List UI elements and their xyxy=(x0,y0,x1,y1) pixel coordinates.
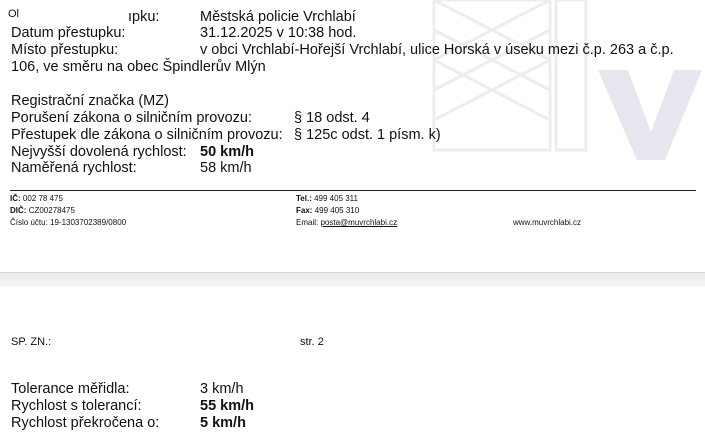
row-value-speed-with-tolerance: 55 km/h xyxy=(200,398,254,414)
row-label-offense: Přestupek dle zákona o silničním provozu: xyxy=(11,127,283,143)
footer-tel: Tel.: 499 405 311 xyxy=(296,194,358,203)
row-label-tolerance: Tolerance měřidla: xyxy=(11,381,130,397)
row-label-max-speed: Nejvyšší dovolená rychlost: xyxy=(11,144,187,160)
row-value-offender: Městská policie Vrchlabí xyxy=(200,9,356,25)
footer-website-link[interactable]: www.muvrchlabi.cz xyxy=(513,218,582,227)
footer-email: Email: posta@muvrchlabi.cz xyxy=(296,218,398,227)
row-place-continued: 106, ve směru na obec Špindlerův Mlýn xyxy=(11,59,266,75)
row-value-tolerance: 3 km/h xyxy=(200,381,244,397)
row-label-plate: Registrační značka (MZ) xyxy=(11,93,169,109)
footer-dic: DIČ: CZ00278475 xyxy=(10,206,75,215)
footer-ic: IČ: 002 78 475 xyxy=(10,194,63,203)
row-label-law: Porušení zákona o silničním provozu: xyxy=(11,110,252,126)
row-label-speed-exceeded: Rychlost překročena o: xyxy=(11,415,160,431)
document-page-2 xyxy=(0,287,705,437)
row-label-measured-speed: Naměřená rychlost: xyxy=(11,160,137,176)
row-label-offender: ıpku: xyxy=(128,9,160,25)
city-emblem-watermark xyxy=(430,0,705,180)
row-value-date: 31.12.2025 v 10:38 hod. xyxy=(200,25,357,41)
row-label-place: Místo přestupku: xyxy=(11,42,119,58)
row-value-offense: § 125c odst. 1 písm. k) xyxy=(294,127,441,143)
row-value-measured-speed: 58 km/h xyxy=(200,160,252,176)
footer-fax: Fax: 499 405 310 xyxy=(296,206,360,215)
page-separator xyxy=(0,272,705,288)
row-value-law: § 18 odst. 4 xyxy=(294,110,370,126)
file-reference-label: SP. ZN.: xyxy=(11,336,52,348)
footer-account: Číslo účtu: 19-1303702389/0800 xyxy=(10,218,127,227)
email-link[interactable]: posta@muvrchlabi.cz xyxy=(320,218,398,227)
row-label-date: Datum přestupku: xyxy=(11,25,126,41)
page-number: str. 2 xyxy=(300,336,324,348)
row-value-place: v obci Vrchlabí-Hořejší Vrchlabí, ulice Horská v úseku mezi č.p. 263 a č.p. xyxy=(200,42,674,58)
footer-divider xyxy=(10,190,696,191)
row-value-speed-exceeded: 5 km/h xyxy=(200,415,246,431)
row-label-speed-with-tolerance: Rychlost s tolerancí: xyxy=(11,398,142,414)
clipped-header-fragment: Ol xyxy=(8,8,19,20)
row-value-max-speed: 50 km/h xyxy=(200,144,254,160)
